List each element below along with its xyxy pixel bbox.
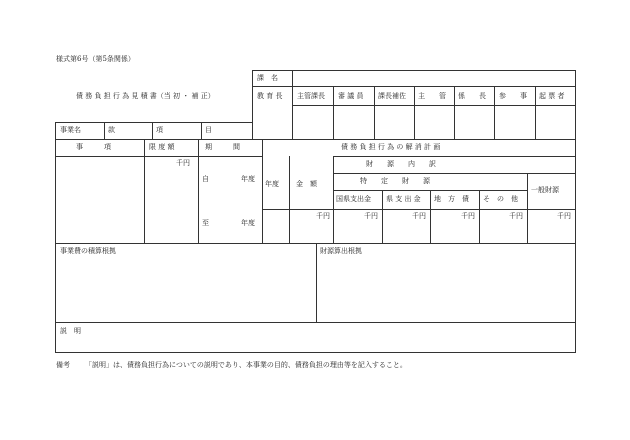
role-shukan: 主 管 [418,92,446,100]
period-to-unit: 年度 [241,219,255,227]
chihosai-unit: 千円 [461,212,475,220]
ko-label: 項 [156,126,163,134]
ka-label: 課 名 [257,74,278,82]
ippan-header: 一般財源 [531,186,559,194]
footnote-label: 備考 [56,361,70,369]
sonota-header: そ の 他 [483,195,518,203]
role-kacho-hosa: 課長補佐 [378,92,406,100]
nendo-header: 年度 [265,180,279,188]
gendo-unit: 千円 [176,159,190,167]
ippan-unit: 千円 [557,212,571,220]
form-label: 様式第6号（第5条関係） [56,55,135,63]
role-kakaricho: 係 長 [458,92,486,100]
kokuken-unit: 千円 [364,212,378,220]
sonota-unit: 千円 [509,212,523,220]
tokutei-header: 特 定 財 源 [360,177,430,185]
jigyomei-label: 事業名 [60,126,81,134]
period-from-unit: 年度 [241,175,255,183]
kingaku-unit: 千円 [316,212,330,220]
chihosai-header: 地 方 債 [434,195,469,203]
role-kyoikucho: 教 育 長 [257,92,283,100]
role-sanji: 参 事 [499,92,527,100]
kan-label: 款 [108,126,115,134]
plan-header: 債 務 負 担 行 為 の 解 消 計 画 [341,143,441,151]
ken-header: 県 支 出 金 [386,195,421,203]
period-to-label: 至 [202,219,209,227]
form-title: 債 務 負 担 行 為 見 積 書（当 初 ・ 補 正） [76,92,215,100]
footnote-text: 「説明」は、債務負担行為についての説明であり、本事業の目的、債務負担の理由等を記入すること。 [85,361,407,369]
role-kihyosha: 起 票 者 [539,92,565,100]
ken-unit: 千円 [412,212,426,220]
kikan-header: 期 間 [205,143,240,151]
zaigen-sanshutsu-label: 財源算出根拠 [320,247,362,255]
period-from-label: 自 [202,175,209,183]
gendo-header: 限 度 額 [149,143,175,151]
moku-label: 目 [205,126,212,134]
zaigen-uchiwake-header: 財 源 内 訳 [366,160,436,168]
setsumei-label: 説 明 [60,327,81,335]
kingaku-header: 金 額 [296,180,317,188]
role-shukan-kacho: 主管課長 [297,92,325,100]
role-shingiin: 審 議 員 [338,92,364,100]
jiko-header: 事 項 [76,143,111,151]
kokuken-header: 国県支出金 [336,195,371,203]
sekisan-label: 事業費の積算根拠 [60,247,116,255]
